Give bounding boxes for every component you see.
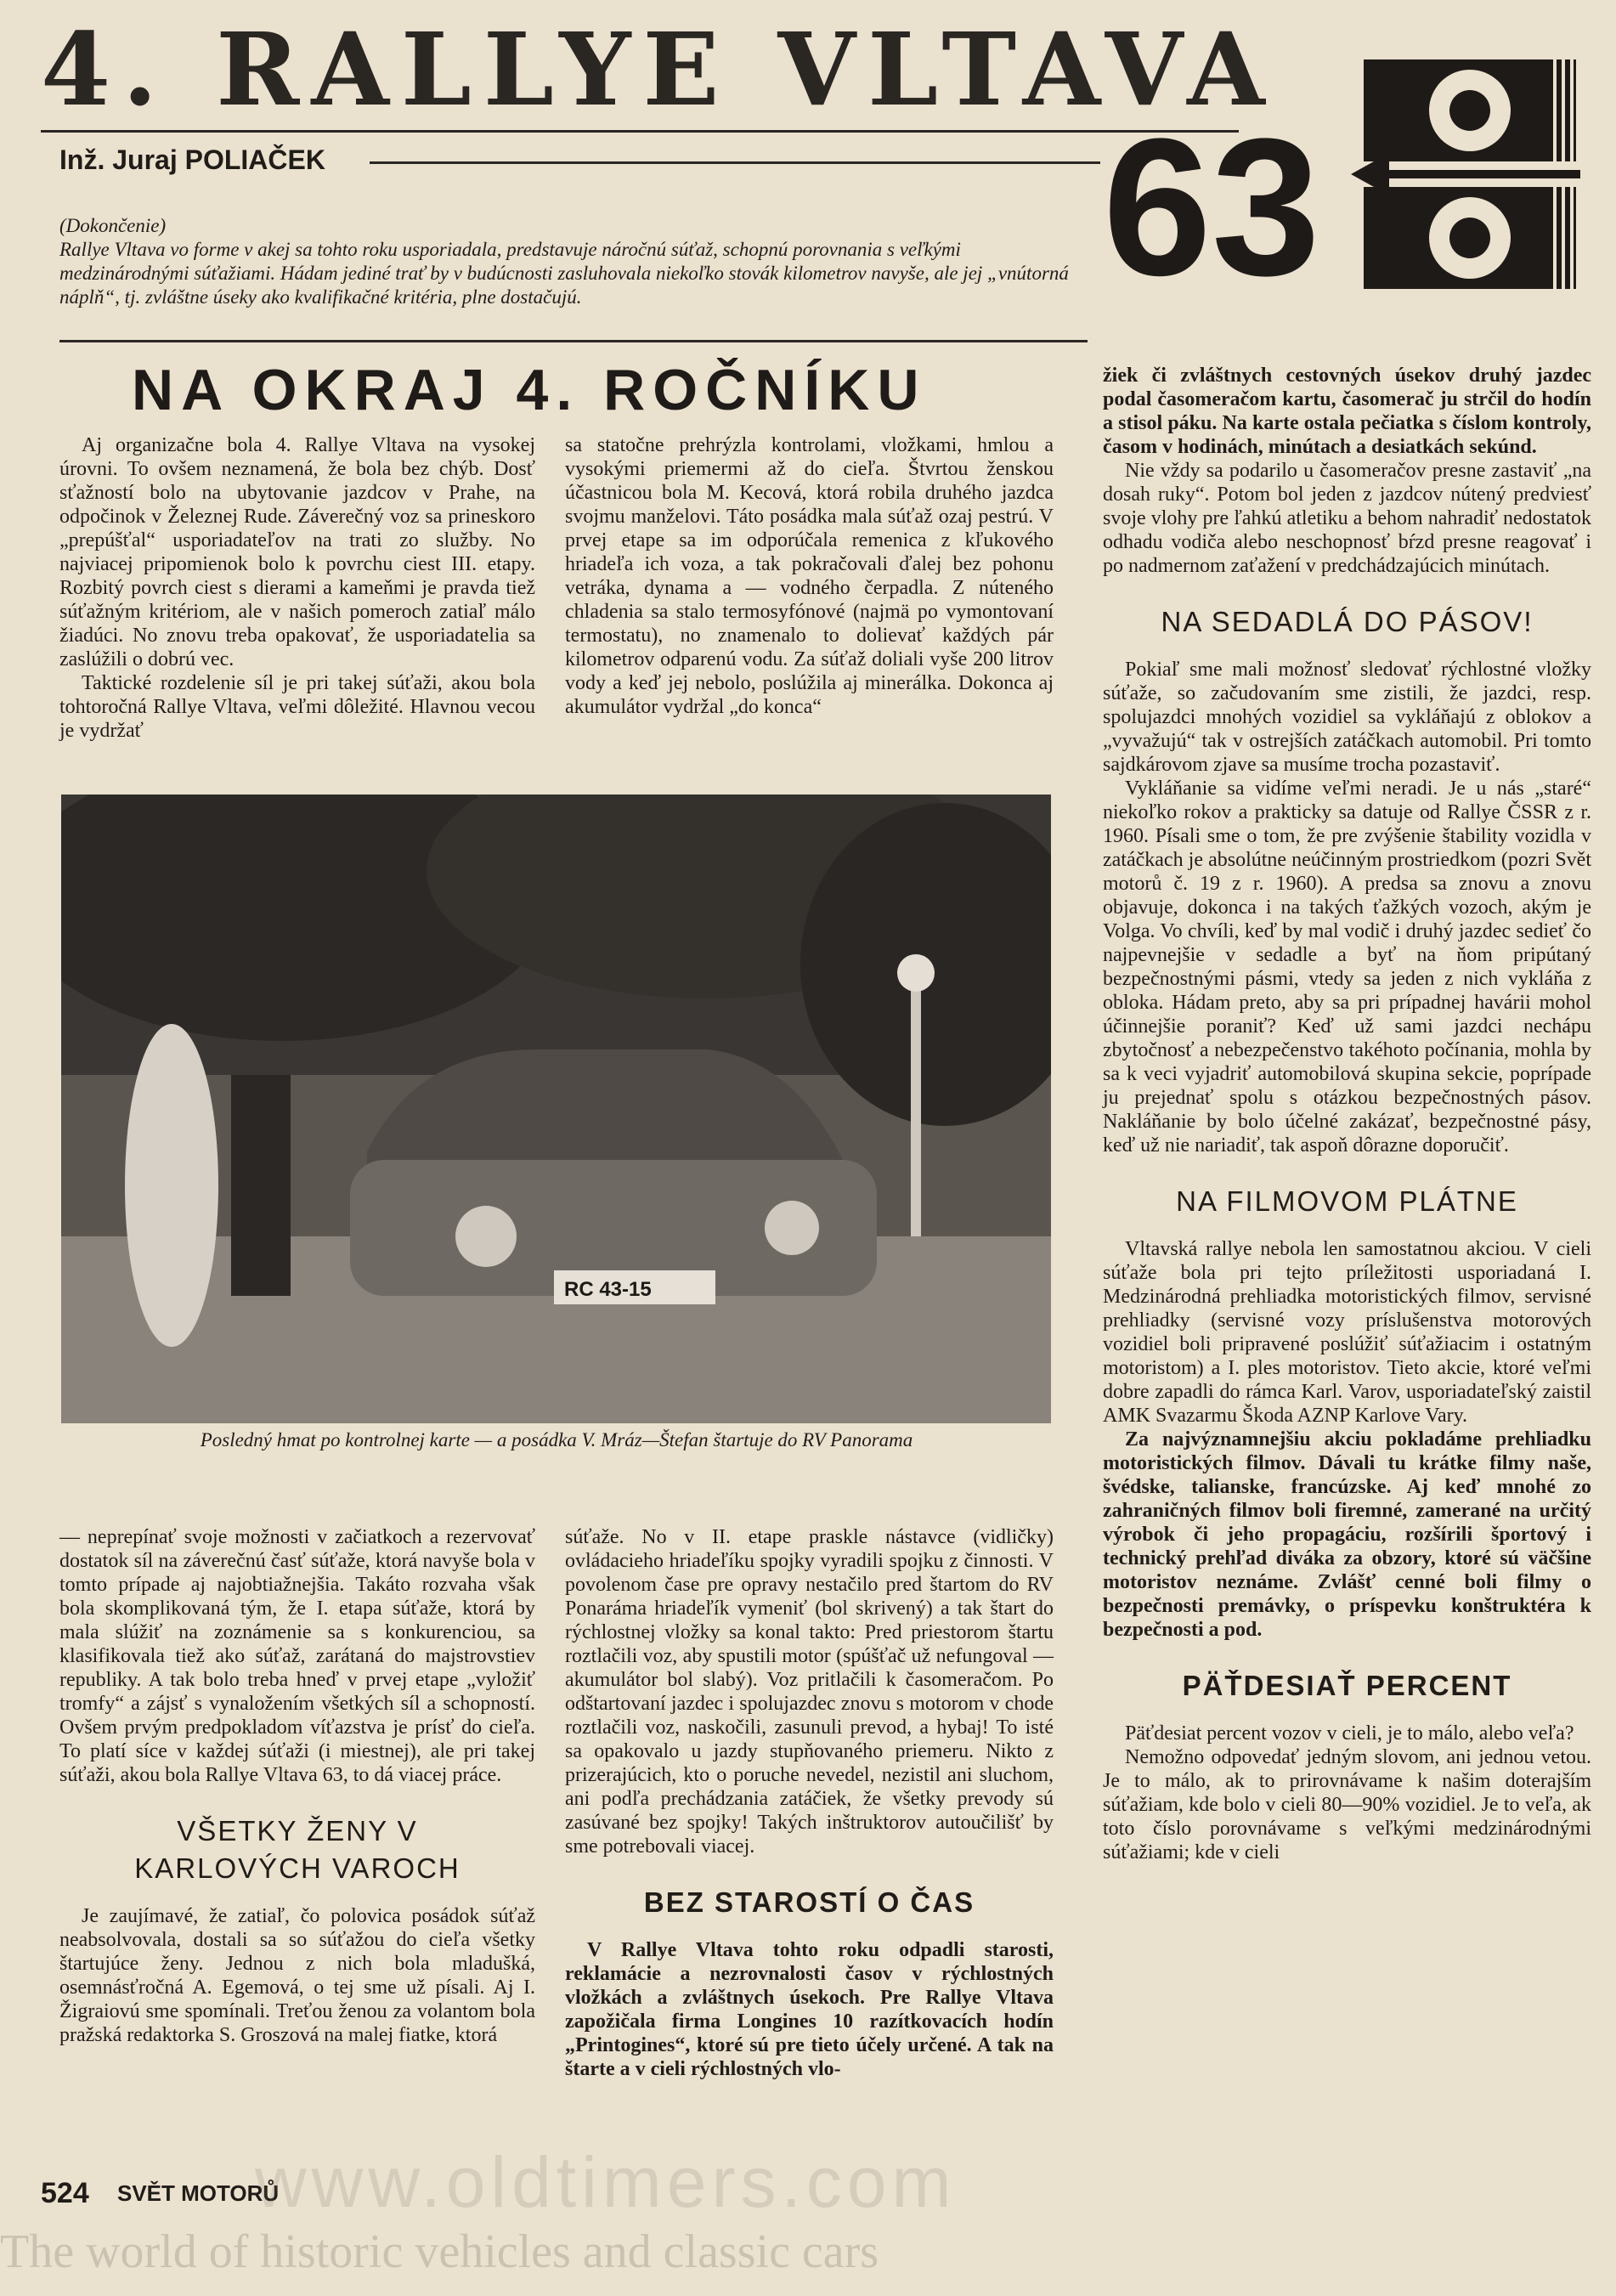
paragraph: — neprepínať svoje možnosti v začiatkoch a rezervovať dostatok síl na záverečnú časť súťaže, ktorá navyše bola v tomto prípade aj najobtiažnejšia. Takáto rozvaha však bola skomplikovaná tým, že I. etapa súťaže, ktorá by mala slúžiť na zoznámenie sa s konkurenciou, sa klasifikovala tiež ako súťaž, zarátaná do majstrovstiev republiky. A tak bolo treba hneď v prvej etape „vyložiť tromfy“ a zájsť s vynaložením všetkých síl a schopností. Ovšem prvým predpokladom víťazstva je prísť do cieľa. To platí síce v každej súťaži (i miestnej), ale pri takej súťaži, akou bola Rallye Vltava 63, to dá viacej práce. [59, 1526, 535, 1786]
paragraph: Pokiaľ sme mali možnosť sledovať rýchlostné vložky súťaže, so začudovaním sme zistili, že jazdci, resp. spolujazdci mnohých vozidiel sa vykláňajú z oblokov a „vyvažujú“ tak v ostrejších zatáčkach automobil. Pri tomto sajdkárovom zjave sa musíme trocha pozastaviť. [1103, 659, 1591, 776]
column-2-bottom [565, 1525, 1054, 2081]
article-title: 4. RALLYE VLTAVA [41, 10, 1277, 128]
column-1-top [59, 433, 535, 743]
intro-paragraph [59, 214, 1092, 309]
paragraph: Vykláňanie sa vidíme veľmi neradi. Je u nás „staré“ niekoľko rokov a prakticky sa datuje od Rallye ČSSR z r. 1960. Písali sme o tom, že pre zvýšenie štability vozidla v zatáčkach je absolútne neúčinným prostriedkom (pozri Svět motorů č. 19 z r. 1960). A predsa sa znovu a znovu objavuje, dokonca i na takých ťažkých vozoch, akým je Volga. Vo chvíli, keď by mal vodič i druhý jazdec sedieť čo najpevnejšie v sedadle a byť na ňom pripútaný bezpečnostnými pásmi, vtedy sa jeden z nich vykláňa z obloka. Hádam preto, aby sa pri prípadnej havárii mohol účinnejšie poraniť? Keď už sami jazdci nechápu zbytočnosť a nebezpečenstvo takéhoto počínania, mohla by sa k veci vyjadriť automobilová skupina sekcie, poprípade ju prejednať spolu s otázkou bezpečnostných pásov. Nakláňanie by bolo účelné zakázať, bezpečnostné pásy, keď už nie nariadiť, tak aspoň dôrazne doporučiť. [1103, 778, 1591, 1156]
logo-number: 63 [1103, 98, 1320, 316]
license-plate: RC 43-15 [564, 1278, 652, 1301]
subheading-time: BEZ STAROSTÍ O ČAS [643, 1886, 975, 1918]
paragraph: sa statočne prehrýzla kontrolami, vložkami, hmlou a vysokými priemermi až do cieľa. Štvrtou ženskou účastnicou bola M. Kecová, ktorá robila druhého jazdca svojmu manželovi. Táto posádka mala súťaž ozaj pestrú. V prvej etape sa im odporúčala remenica z kľukového hriadeľa ich voza, a tak pokračovali ďalej bez pohonu vetráka, dynama a — vodného čerpadla. Z núteného chladenia sa stalo termosyfónové (najmä po vymontovaní termostatu), no znamenalo to dolievať každých pár kilometrov odparenú vodu. Za súťaž doliali vyše 200 litrov vody a keď jej nebolo, poslúžila aj minerálka. Dokonca aj akumulátor vydržal „do konca“ [565, 434, 1054, 718]
magazine-name: SVĚT MOTORŮ [117, 2180, 280, 2206]
subheading-film: NA FILMOVOM PLÁTNE [1176, 1185, 1518, 1217]
photo-caption: Posledný hmat po kontrolnej karte — a posádka V. Mráz—Štefan štartuje do RV Panorama [200, 1429, 913, 1451]
author-rule [370, 161, 1100, 164]
subheading-belts: NA SEDADLÁ DO PÁSOV! [1161, 606, 1534, 637]
photo-illustration [61, 795, 1051, 1423]
intro-text: Rallye Vltava vo forme v akej sa tohto roku usporiadala, predstavuje náročnú súťaž, schopnú porovnania s veľkými medzinárodnými súťažiami. Hádam jediné trať by v budúcnosti zasluhovala niekoľko stovák kilometrov navyše, ale jej „vnútorná náplň“, tj. zvláštne úseky ako kvalifikačné kritéria, plne dostačujú. [59, 239, 1069, 308]
title-underline [41, 130, 1239, 133]
rallye-63-logo [1096, 47, 1589, 327]
paragraph: Vltavská rallye nebola len samostatnou akciou. V cieli súťaže bola pri tejto príležitosti usporiadaná I. Medzinárodná prehliadka motoristických filmov, servisné prehliadky (servisné vozy príslušenstva motorových vozidiel boli pripravené poslúžiť súťažiacim i ostatným motoristom) a I. ples motoristov. Tieto akcie, ktoré veľmi dobre zapadli do rámca Karl. Varov, usporiadateľský zaistil AMK Svazarmu Škoda AZNP Karlove Vary. [1103, 1238, 1591, 1427]
paragraph: Za najvýznamnejšiu akciu pokladáme prehliadku motoristických filmov. Dávali tu krátke filmy naše, švédske, talianske, francúzske. Aj keď mnohé zo zahraničných filmov boli firemné, zamerané na určitý výrobok či jeho propagáciu, rozšírili športový i technický prehľad diváka za obzory, ktoré sú väčšine motoristov neznáme. Zvlášť cenné boli filmy o bezpečnosti premávky, o príspevku konštruktéra k bezpečnosti a pod. [1103, 1428, 1591, 1641]
rally-photo [61, 795, 1051, 1423]
intro-rule [59, 340, 1088, 342]
paragraph: Nie vždy sa podarilo u časomeračov presne zastaviť „na dosah ruky“. Potom bol jeden z jazdcov nútený predviesť svoje vlohy pre ľahkú atletiku a behom nahradiť nedostatok odhadu vodiča alebo neschopnosť bŕzd presne reagovať i po nadmernom zaťažení v predchádzajúcich minútach. [1103, 460, 1591, 577]
paragraph: žiek či zvláštnych cestovných úsekov druhý jazdec podal časomeračom kartu, časomerač ju strčil do hodín a stisol páku. Na karte ostala pečiatka s číslom kontroly, časom v hodinách, minútach a desiatkách sekúnd. [1103, 365, 1591, 458]
page-number: 524 [41, 2177, 89, 2209]
column-1-bottom [59, 1525, 535, 2047]
section-title: NA OKRAJ 4. ROČNÍKU [132, 358, 927, 422]
column-2-top [565, 433, 1054, 719]
paragraph: V Rallye Vltava tohto roku odpadli starosti, reklamácie a nezrovnalosti časov v rýchlostných vložkách a zvláštnych úsekoch. Pre Rallye Vltava zapožičala firma Longines 10 razítkovacích hodín „Printogines“, ktoré sú pre tieto účely určené. A tak na štarte a v cieli rýchlostných vlo- [565, 1939, 1054, 2080]
watermark-site: www.oldtimers.com [255, 2142, 957, 2222]
subheading-women: VŠETKY ŽENY V KARLOVÝCH VAROCH [134, 1815, 461, 1884]
watermark-tagline: The world of historic vehicles and classic cars [0, 2225, 879, 2278]
column-3 [1103, 364, 1591, 1864]
paragraph: súťaže. No v II. etape praskle nástavce (vidličky) ovládacieho hriadeľíku spojky vyradili spojku z činnosti. V povolenom čase pre opravy nestačilo pred štartom do RV Ponaráma hriadeľík vymeniť (bol skrivený) a tak štart do rýchlostnej vložky sa konal takto: Pred priestorom štartu roztlačili voz, aby spustili motor (spúšťač už nefungoval — akumulátor bol slabý). Voz pritlačili k časomeračom. Po odštartovaní jazdec i spolujazdec znovu s motorom v chode roztlačili voz, naskočili, zasunuli prevod, a hybaj! To isté sa opakovalo u jazdy stupňovaného priemeru. Nikto z prizerajúcich, kto o poruche nevedel, nezistil ani sluchom, ani podľa prechádzania zatáčiek, že všetky prevody sú zasúvané bez spojky! Takých inštruktorov autoučilišť by sme potrebovali viacej. [565, 1526, 1054, 1858]
intro-label: (Dokončenie) [59, 215, 167, 236]
paragraph: Taktické rozdelenie síl je pri takej súťaži, akou bola tohtoročná Rallye Vltava, veľmi dôležité. Hlavnou vecou je vydržať [59, 672, 535, 742]
author-byline: Inž. Juraj POLIAČEK [59, 144, 325, 175]
subheading-fifty-percent: PÄŤDESIAŤ PERCENT [1182, 1670, 1512, 1701]
paragraph: Nemožno odpovedať jedným slovom, ani jednou vetou. Je to málo, ak to prirovnávame k našim doterajším súťažiam, kde bolo v cieli 80—90% vozidiel. Je to veľa, ak toto číslo porovnávame s veľkými medzinárodnými súťažiami; kde v cieli [1103, 1746, 1591, 1863]
paragraph: Je zaujímavé, že zatiaľ, čo polovica posádok súťaž neabsolvovala, dostali sa so súťažou do cieľa všetky štartujúce ženy. Jednou z nich bola mladušká, osemnásťročná A. Egemová, o tej sme už písali. Aj I. Žigraiovú sme spomínali. Treťou ženou za volantom bola pražská redaktorka S. Groszová na malej fiatke, ktorá [59, 1905, 535, 2046]
paragraph: Aj organizačne bola 4. Rallye Vltava na vysokej úrovni. To ovšem neznamená, že bola bez chýb. Dosť sťažností bolo na ubytovanie jazdcov v Prahe, na odpočinok v Železnej Rude. Záverečný voz sa prineskoro „prepúšťal“ usporiadateľov na trati zo služby. No najviacej pripomienok bolo k povrchu ciest III. etapy. Rozbitý povrch ciest s dierami a kameňmi je pravda tiež súťažným kritériom, ale v našich pomeroch zatiaľ málo žiadúci. No znovu treba opakovať, že usporiadatelia sa zaslúžili o dobrú vec. [59, 434, 535, 670]
paragraph: Päťdesiat percent vozov v cieli, je to málo, alebo veľa? [1125, 1722, 1574, 1745]
